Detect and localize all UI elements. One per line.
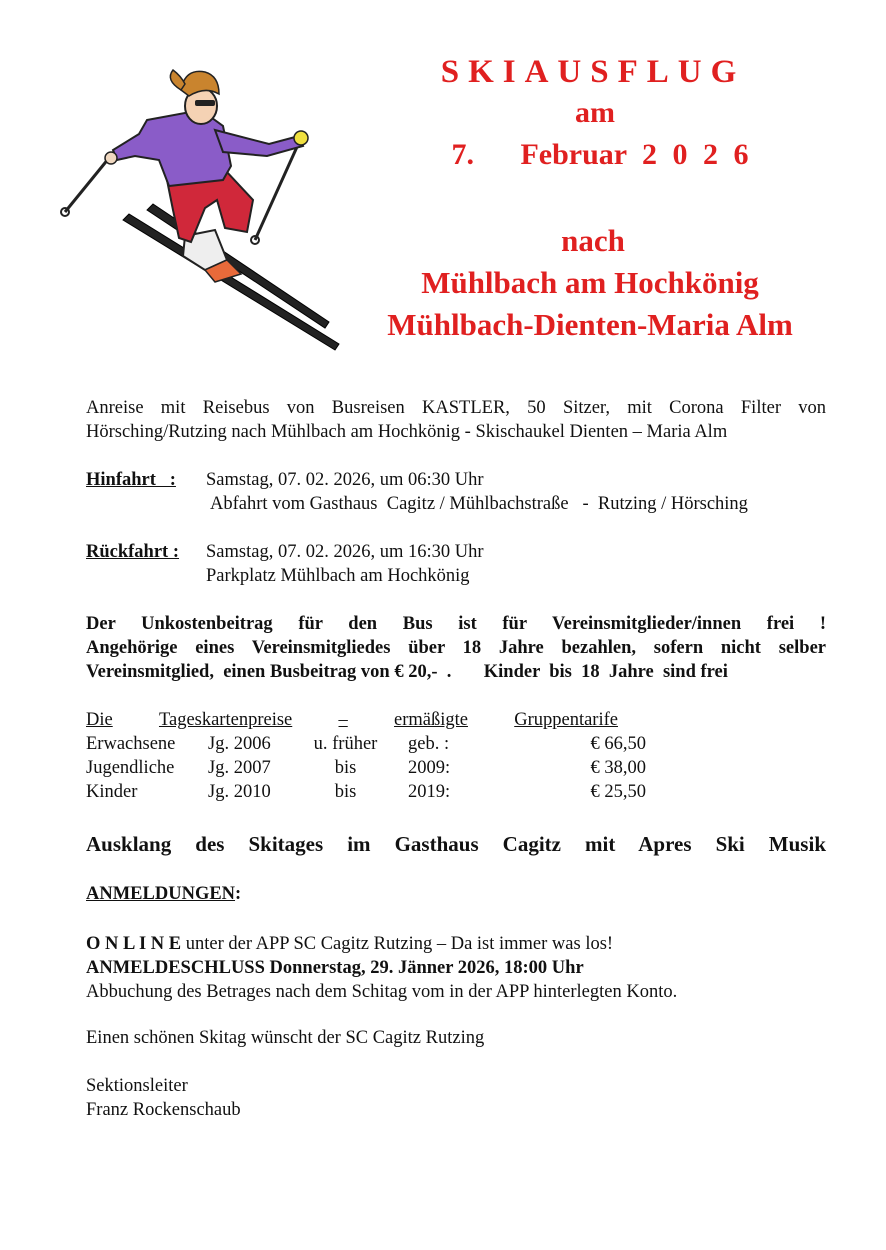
price-group: Jugendliche [86,758,175,778]
destination-place: Mühlbach am Hochkönig [421,265,759,300]
price-group: Kinder [86,782,138,802]
table-row [86,756,646,780]
price-rel: u. früher [313,734,378,754]
title-am: am [575,96,615,129]
price-value: € 25,50 [590,782,646,802]
title-date: 7. Februar 2 0 2 6 [451,138,749,171]
title-line: SKIAUSFLUG [440,54,746,90]
price-value: € 66,50 [590,734,646,754]
return-label: Rückfahrt : [86,542,180,562]
signature-name: Franz Rockenschaub [86,1100,241,1120]
signature-role: Sektionsleiter [86,1076,188,1096]
prices-header-cell: Gruppentarife [514,710,618,730]
price-to: 2009: [408,758,451,778]
price-from: Jg. 2006 [208,734,271,754]
registration-deadline: ANMELDESCHLUSS Donnerstag, 29. Jänner 2026, 18:00 Uhr [86,958,584,978]
destination-resort: Mühlbach-Dienten-Maria Alm [387,307,793,342]
price-to: 2019: [408,782,451,802]
outbound-departure: Abfahrt vom Gasthaus Cagitz / Mühlbachstraße - Rutzing / Hörsching [210,494,748,514]
greeting: Einen schönen Skitag wünscht der SC Cagitz Rutzing [86,1028,485,1048]
prices-header [86,708,618,732]
costs-paragraph [86,612,826,684]
costs-line: Angehörige eines Vereinsmitgliedes über 18 Jahre bezahlen, sofern nicht selber [86,638,826,658]
prices-table [86,732,646,804]
return-date: Samstag, 07. 02. 2026, um 16:30 Uhr [206,542,484,562]
title-block [340,52,840,176]
price-to: geb. : [408,734,450,754]
signature-block [86,1074,826,1122]
registration-heading [86,882,826,906]
payment-note: Abbuchung des Betrages nach dem Schitag vom in der APP hinterlegten Konto. [86,982,678,1002]
prices-header-cell: – [338,710,348,730]
price-from: Jg. 2007 [208,758,271,778]
return-location: Parkplatz Mühlbach am Hochkönig [206,566,470,586]
return-section [86,540,826,588]
destination-nach: nach [561,223,625,258]
price-from: Jg. 2010 [208,782,271,802]
prices-header-cell: ermäßigte [394,710,468,730]
table-row [86,732,646,756]
online-label: O N L I N E [86,934,182,954]
intro-line: Anreise mit Reisebus von Busreisen KASTLER, 50 Sitzer, mit Corona Filter von [86,398,826,418]
prices-header-cell: Die [86,710,113,730]
intro-paragraph [86,396,826,444]
online-text: unter der APP SC Cagitz Rutzing – Da ist immer was los! [181,934,614,954]
prices-header-cell: Tageskartenpreise [158,710,293,730]
outbound-date: Samstag, 07. 02. 2026, um 06:30 Uhr [206,470,484,490]
table-row [86,780,646,804]
skier-illustration [55,60,345,355]
destination-block [340,220,840,346]
outbound-label: Hinfahrt : [86,470,176,490]
closing-line: Ausklang des Skitages im Gasthaus Cagitz mit Apres Ski Musik [86,832,826,856]
price-value: € 38,00 [590,758,646,778]
registration-title: ANMELDUNGEN [86,884,236,904]
price-rel: bis [334,758,357,778]
costs-line: Der Unkostenbeitrag für den Bus ist für Vereinsmitglieder/innen frei ! [86,614,826,634]
outbound-section [86,468,826,516]
intro-line: Hörsching/Rutzing nach Mühlbach am Hochkönig - Skischaukel Dienten – Maria Alm [86,422,728,442]
registration-colon: : [235,884,242,904]
price-rel: bis [334,782,357,802]
costs-line: Vereinsmitglied, einen Busbeitrag von € 20,- . Kinder bis 18 Jahre sind frei [86,662,728,682]
registration-details [86,932,826,1004]
price-group: Erwachsene [86,734,176,754]
